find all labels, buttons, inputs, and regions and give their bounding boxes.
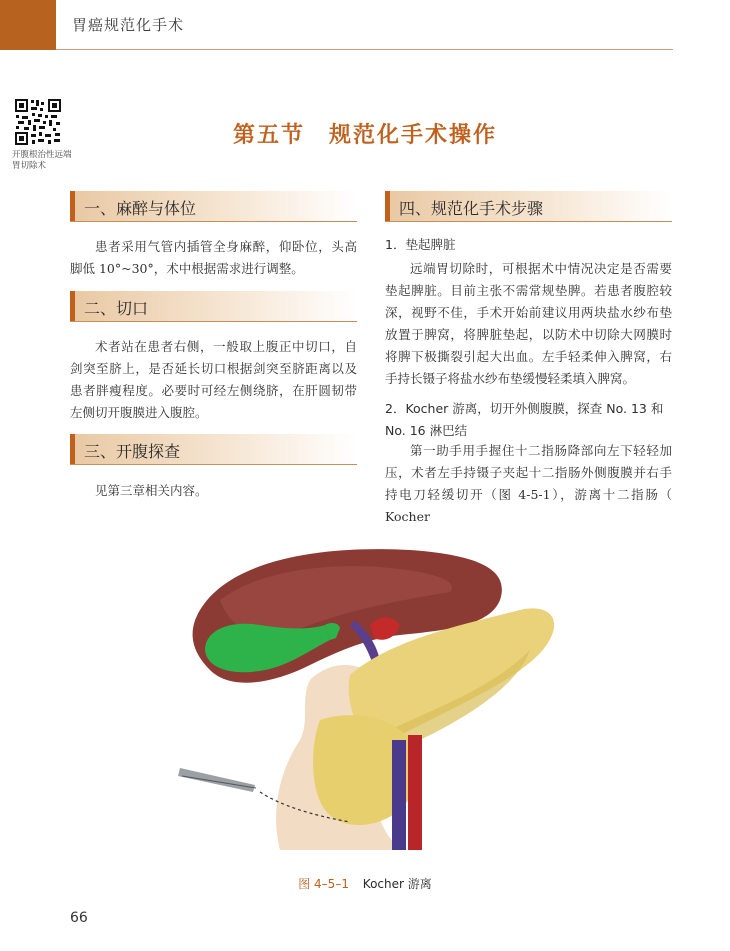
- heading-underline: [385, 221, 672, 222]
- heading-text: 二、切口: [84, 299, 149, 318]
- page-number: 66: [70, 910, 88, 926]
- running-header: [0, 0, 730, 50]
- header-rule: [56, 49, 673, 50]
- step-1-title: 1．垫起脾脏: [385, 237, 456, 252]
- step-2-body: 第一助手用手握住十二指肠降部向左下轻轻加压，术者左手持镊子夹起十二指肠外侧腹膜并右手持电刀轻缓切开（图 4-5-1），游离十二指肠（ Kocher: [385, 443, 672, 524]
- step-2-title: 2．Kocher 游离，切开外侧腹膜，探查 No. 13 和 No. 16 淋巴结: [385, 401, 664, 438]
- section-heading-incision: [70, 291, 357, 321]
- chapter-title: 第五节 规范化手术操作: [232, 123, 497, 148]
- figure-caption-text: Kocher 游离: [362, 877, 432, 891]
- heading-text: 四、规范化手术步骤: [399, 199, 544, 218]
- heading-text: 三、开腹探查: [84, 442, 181, 461]
- kocher-mobilization-illustration: [160, 530, 580, 860]
- qr-caption: 开腹根治性远端胃切除术: [12, 150, 72, 171]
- section-heading-exploration: [70, 434, 357, 464]
- section-body-incision: 术者站在患者右侧，一般取上腹正中切口，自剑突至脐上，是否延长切口根据剑突至脐距离以及患者胖瘦程度。必要时可经左侧绕脐，在肝圆韧带左侧切开腹膜进入腹腔。: [70, 339, 357, 420]
- running-title: 胃癌规范化手术: [72, 16, 185, 34]
- heading-underline: [70, 321, 357, 322]
- section-body-anesthesia: 患者采用气管内插管全身麻醉，仰卧位，头高脚低 10°~30°，术中根据需求进行调整。: [70, 239, 357, 276]
- section-heading-anesthesia: [70, 191, 357, 221]
- step-1-body: 远端胃切除时，可根据术中情况决定是否需要垫起脾脏。目前主张不需常规垫脾。若患者腹腔较深，视野不佳，手术开始前建议用两块盐水纱布垫放置于脾窝，将脾脏垫起，以防术中切除大网膜时将脾下极撕裂引起大出血。左手轻柔伸入脾窝，右手持长镊子将盐水纱布垫缓慢轻柔填入脾窝。: [385, 261, 672, 386]
- heading-text: 一、麻醉与体位: [84, 199, 197, 218]
- figure-number: 图 4–5–1: [298, 877, 349, 891]
- section-body-exploration: 见第三章相关内容。: [95, 483, 208, 498]
- heading-underline: [70, 464, 357, 465]
- heading-underline: [70, 221, 357, 222]
- figure-caption: [0, 875, 730, 892]
- header-accent-bar: [0, 0, 56, 50]
- section-heading-procedure: [385, 191, 672, 221]
